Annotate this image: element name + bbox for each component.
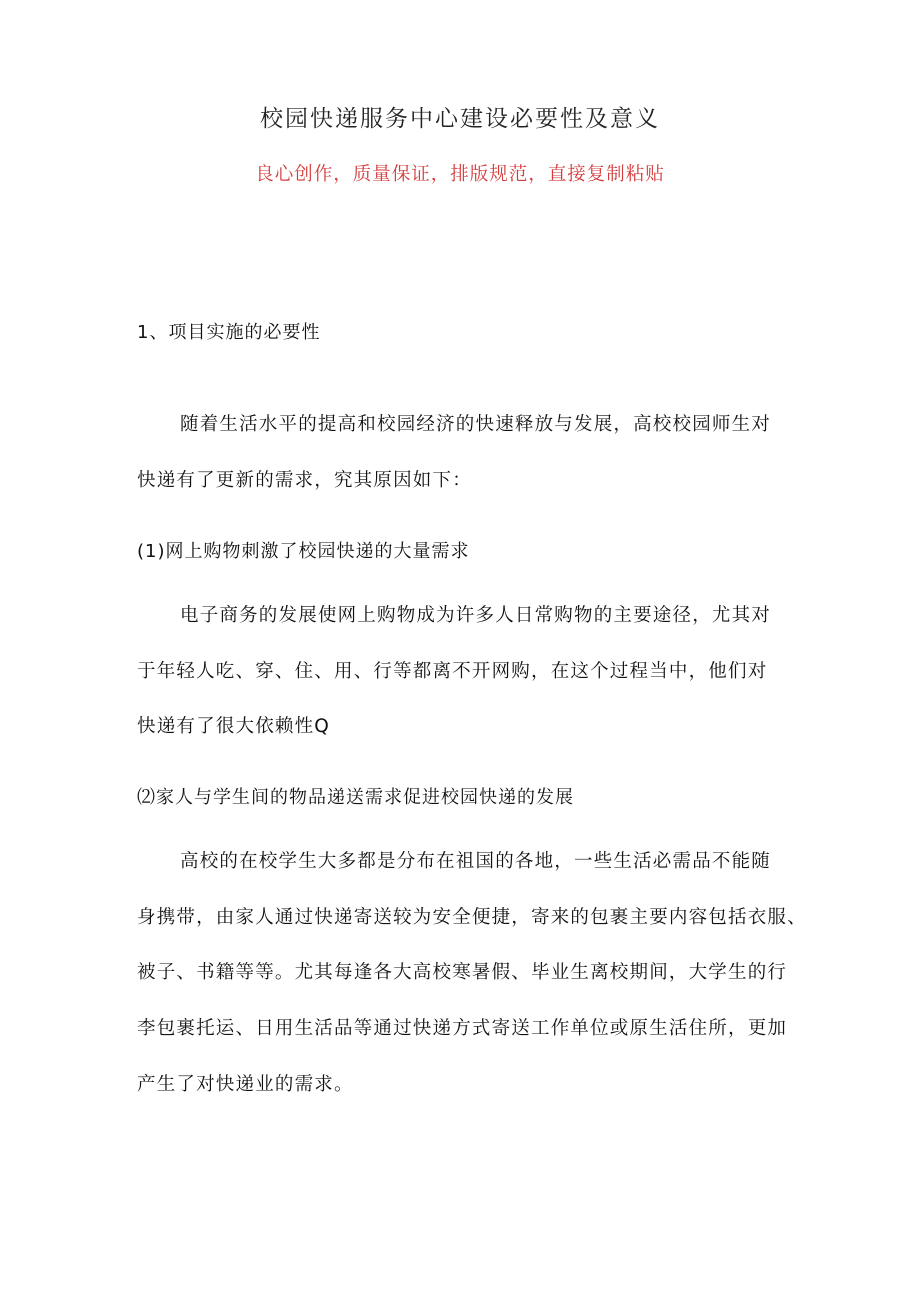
subsection-heading: (1)网上购物刺激了校园快递的大量需求 (137, 541, 470, 562)
paragraph-line: 随着生活水平的提高和校园经济的快速释放与发展，高校校园师生对 (180, 414, 772, 435)
paragraph-line: 身携带，由家人通过快递寄送较为安全便捷，寄来的包裹主要内容包括衣服、 (137, 907, 807, 928)
section-heading: 1、项目实施的必要性 (137, 322, 321, 343)
paragraph-line: 电子商务的发展使网上购物成为许多人日常购物的主要途径，尤其对 (180, 605, 772, 626)
document-title: 校园快递服务中心建设必要性及意义 (260, 106, 660, 132)
paragraph-line: 高校的在校学生大多都是分布在祖国的各地，一些生活必需品不能随 (180, 851, 772, 872)
paragraph-line: 产生了对快递业的需求。 (137, 1074, 354, 1095)
paragraph-line: 快递有了更新的需求，究其原因如下： (137, 470, 472, 491)
document-subtitle: 良心创作，质量保证，排版规范，直接复制粘贴 (255, 164, 665, 185)
subsection-heading: ⑵家人与学生间的物品递送需求促进校园快递的发展 (137, 787, 574, 808)
paragraph-line: 快递有了很大依赖性Q (137, 716, 331, 737)
paragraph-line: 被子、书籍等等。尤其每逢各大高校寒暑假、毕业生离校期间，大学生的行 (137, 962, 788, 983)
paragraph-line: 于年轻人吃、穿、住、用、行等都离不开网购，在这个过程当中，他们对 (137, 661, 768, 682)
paragraph-line: 李包裹托运、日用生活品等通过快递方式寄送工作单位或原生活住所，更加 (137, 1018, 788, 1039)
